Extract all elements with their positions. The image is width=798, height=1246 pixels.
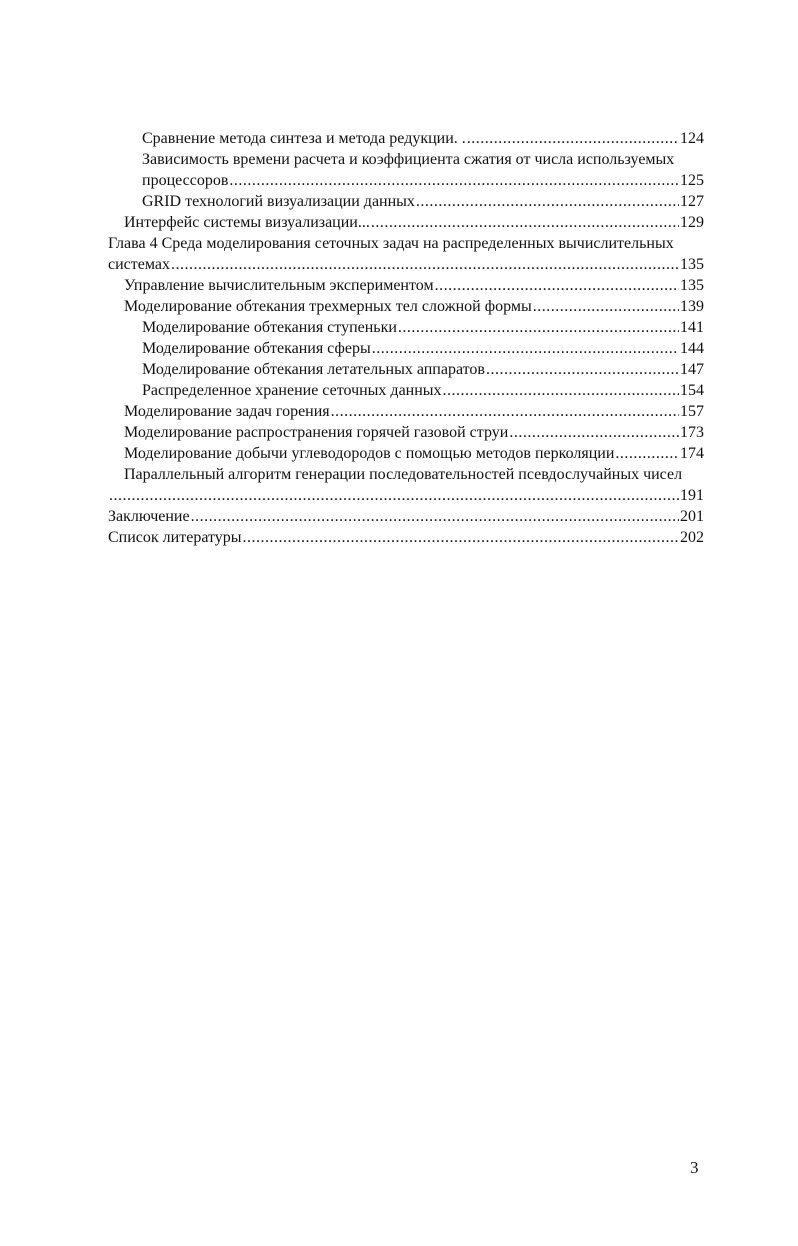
toc-entry-page: 157: [680, 403, 704, 420]
toc-entry-page: 129: [680, 214, 704, 231]
table-of-contents: [108, 128, 704, 548]
toc-entry-page: 141: [680, 319, 704, 336]
toc-entry-page: 147: [680, 361, 704, 378]
leader-dots: [398, 317, 679, 338]
toc-entry-page: 202: [680, 529, 704, 546]
toc-entry-title: Сравнение метода синтеза и метода редукции. .: [142, 130, 466, 147]
leader-dots: [486, 359, 679, 380]
toc-entry-page: 201: [680, 508, 704, 525]
toc-entry-page: 173: [680, 424, 704, 441]
toc-entry: [108, 212, 704, 233]
toc-entry: [108, 317, 704, 338]
toc-entry: [108, 128, 704, 149]
toc-entry-page: 127: [680, 193, 704, 210]
toc-entry: [108, 359, 704, 380]
toc-entry: [108, 422, 704, 443]
toc-entry-page: 135: [680, 277, 704, 294]
toc-entry-title: Моделирование добычи углеводородов с помощью методов перколяции: [124, 445, 615, 462]
toc-entry-page: 125: [680, 172, 704, 189]
leader-dots: [615, 443, 679, 464]
toc-entry-page: 135: [680, 256, 704, 273]
leader-dots: [467, 128, 679, 149]
toc-entry: [108, 296, 704, 317]
toc-entry-page: 124: [680, 130, 704, 147]
toc-entry-title-continued: системах: [108, 256, 170, 273]
leader-dots: [109, 485, 679, 506]
leader-dots: [229, 170, 679, 191]
toc-entry-title: Зависимость времени расчета и коэффициента сжатия от числа используемых: [142, 151, 675, 168]
toc-entry-page: 154: [680, 382, 704, 399]
toc-entry-title-continued: процессоров: [142, 172, 229, 189]
leader-dots: [509, 422, 679, 443]
toc-entry-title: Параллельный алгоритм генерации последовательностей псевдослучайных чисел: [124, 466, 683, 483]
toc-entry: [108, 275, 704, 296]
page-number: 3: [690, 1158, 699, 1177]
toc-entry: [108, 506, 704, 527]
toc-entry-page: 191: [680, 487, 704, 504]
leader-dots: [435, 275, 679, 296]
toc-entry: [108, 380, 704, 401]
toc-entry-page: 144: [680, 340, 704, 357]
toc-entry: [108, 443, 704, 464]
toc-entry-title: Управление вычислительным экспериментом: [124, 277, 434, 294]
leader-dots: [416, 191, 679, 212]
toc-entry: [108, 149, 704, 191]
toc-entry-page: 139: [680, 298, 704, 315]
leader-dots: [191, 506, 679, 527]
leader-dots: [331, 401, 679, 422]
toc-entry-title: Заключение: [108, 508, 190, 525]
toc-entry-title: Моделирование распространения горячей газовой струи: [124, 424, 509, 441]
toc-entry-chapter: [108, 233, 704, 275]
toc-entry-title: Моделирование обтекания летательных аппаратов: [142, 361, 485, 378]
toc-entry-title: Моделирование обтекания трехмерных тел сложной формы: [124, 298, 532, 315]
leader-dots: [171, 254, 679, 275]
toc-entry-title: Распределенное хранение сеточных данных: [142, 382, 442, 399]
toc-entry-title: Моделирование обтекания ступеньки: [142, 319, 397, 336]
toc-entry-title: Интерфейс системы визуализации...: [124, 214, 370, 231]
leader-dots: [371, 212, 679, 233]
leader-dots: [372, 338, 679, 359]
toc-entry-title: GRID технологий визуализации данных: [142, 193, 415, 210]
toc-entry-title: Глава 4 Среда моделирования сеточных задач на распределенных вычислительных: [108, 235, 674, 252]
toc-entry-page: 174: [680, 445, 704, 462]
toc-entry: [108, 401, 704, 422]
leader-dots: [243, 527, 679, 548]
toc-entry: [108, 191, 704, 212]
leader-dots: [533, 296, 679, 317]
toc-entry: [108, 338, 704, 359]
toc-entry: [108, 527, 704, 548]
toc-entry-title: Моделирование обтекания сферы: [142, 340, 371, 357]
toc-entry-title: Список литературы: [108, 529, 242, 546]
toc-entry: [108, 464, 704, 506]
leader-dots: [443, 380, 679, 401]
toc-entry-title: Моделирование задач горения: [124, 403, 330, 420]
